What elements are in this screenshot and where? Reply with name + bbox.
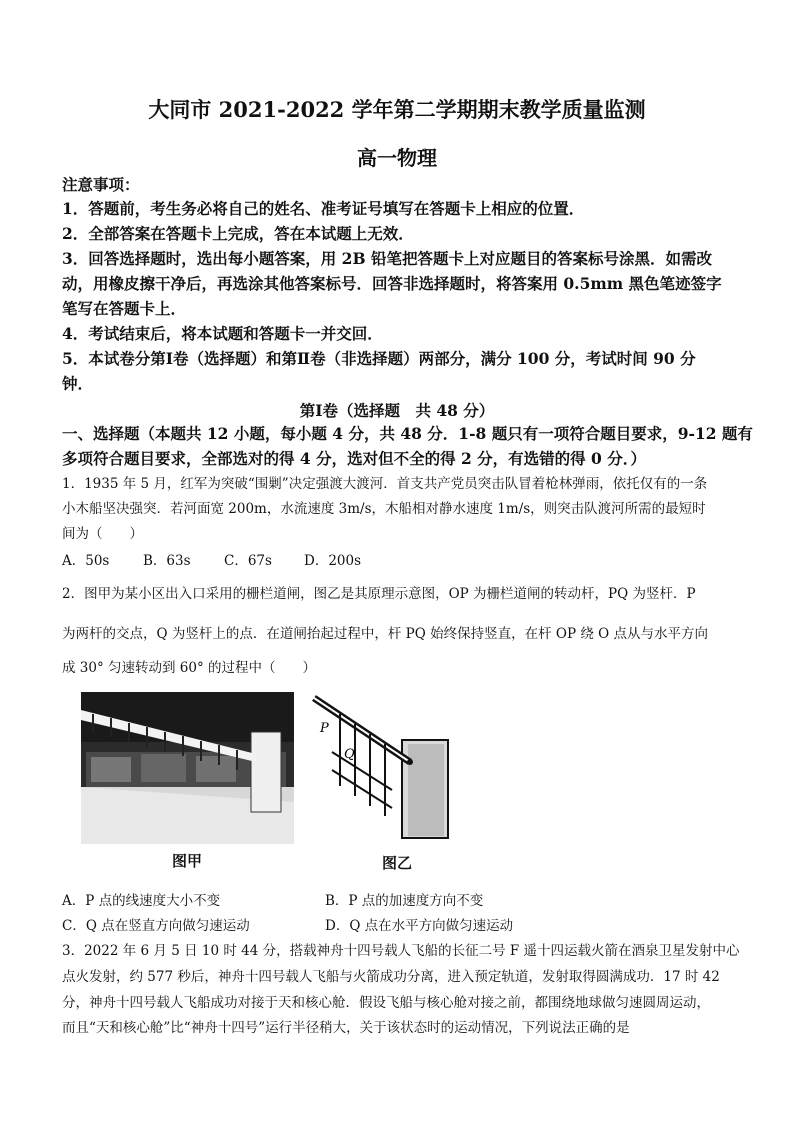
question-2-text: 为两杆的交点，Q 为竖杆上的点．在道闸抬起过程中，杆 PQ 始终保持竖直，在杆 OP 绕 O 点从与水平方向 xyxy=(62,626,708,642)
question-2-text: 成 30° 匀速转动到 60° 的过程中（ ） xyxy=(62,660,317,676)
notice-line: 4．考试结束后，将本试题和答题卡一并交回． xyxy=(62,324,383,343)
question-1-text: 1．1935 年 5 月，红军为突破“围剿”决定强渡大渡河．首支共产党员突击队冒着枪林弹雨，依托仅有的一条 xyxy=(62,476,708,492)
notice-line: 5．本试卷分第Ⅰ卷（选择题）和第Ⅱ卷（非选择题）两部分，满分 100 分，考试时间 90 分 xyxy=(62,349,696,368)
question-1-text: 小木船坚决强突．若河面宽 200m，水流速度 3m/s，木船相对静水速度 1m/s，则突击队渡河所需的最短时 xyxy=(62,501,706,517)
notice-heading: 注意事项： xyxy=(62,175,140,194)
barrier-schematic-diagram xyxy=(310,690,460,850)
notice-line: 钟． xyxy=(62,374,94,393)
notice-line: 2．全部答案在答题卡上完成，答在本试题上无效． xyxy=(62,224,414,243)
notice-line: 笔写在答题卡上． xyxy=(62,299,187,318)
page-title: 大同市 2021-2022 学年第二学期期末教学质量监测 xyxy=(148,97,646,122)
question-3-text: 分，神舟十四号载人飞船成功对接于天和核心舱．假设飞船与核心舱对接之前，都围绕地球做匀速圆周运动， xyxy=(62,995,710,1011)
question-2-option-a: A．P 点的线速度大小不变 xyxy=(62,893,221,909)
question-1-option-c: C．67s xyxy=(224,553,272,569)
notice-line: 1．答题前，考生务必将自己的姓名、准考证号填写在答题卡上相应的位置． xyxy=(62,199,585,218)
question-2-option-b: B．P 点的加速度方向不变 xyxy=(325,893,484,909)
figure-right-caption: 图乙 xyxy=(382,854,413,872)
figure-left-caption: 图甲 xyxy=(172,852,203,870)
notice-line: 3．回答选择题时，选出每小题答案，用 2B 铅笔把答题卡上对应题目的答案标号涂黑．如需改 xyxy=(62,249,712,268)
section-instructions: 一、选择题（本题共 12 小题，每小题 4 分，共 48 分．1-8 题只有一项符合题目要求，9-12 题有 xyxy=(62,424,753,443)
point-p-label: P xyxy=(320,721,329,736)
notice-line: 动，用橡皮擦干净后，再选涂其他答案标号．回答非选择题时，将答案用 0.5mm 黑色笔迹签字 xyxy=(62,274,722,293)
question-1-option-a: A．50s xyxy=(62,553,110,569)
question-1-text: 间为（ ） xyxy=(62,526,143,542)
question-1-option-b: B．63s xyxy=(143,553,191,569)
question-3-text: 点火发射，约 577 秒后，神舟十四号载人飞船与火箭成功分离，进入预定轨道，发射取得圆满成功．17 时 42 xyxy=(62,969,720,985)
question-3-text: 而且“天和核心舱”比“神舟十四号”运行半径稍大，关于该状态时的运动情况，下列说法正确的是 xyxy=(62,1020,630,1036)
section-instructions: 多项符合题目要求，全部选对的得 4 分，选对但不全的得 2 分，有选错的得 0 分．） xyxy=(62,449,646,468)
question-2-option-c: C．Q 点在竖直方向做匀速运动 xyxy=(62,918,250,934)
question-1-option-d: D．200s xyxy=(304,553,362,569)
question-2-option-d: D．Q 点在水平方向做匀速运动 xyxy=(325,918,514,934)
question-3-text: 3．2022 年 6 月 5 日 10 时 44 分，搭载神舟十四号载人飞船的长征二号 F 遥十四运载火箭在酒泉卫星发射中心 xyxy=(62,943,740,959)
question-2-text: 2．图甲为某小区出入口采用的栅栏道闸，图乙是其原理示意图，OP 为栅栏道闸的转动杆，PQ 为竖杆．P xyxy=(62,586,696,602)
barrier-gate-photo xyxy=(81,692,294,844)
page-subtitle: 高一物理 xyxy=(357,146,437,170)
point-q-label: Q xyxy=(344,747,355,762)
section-title: 第Ⅰ卷（选择题 共 48 分） xyxy=(299,401,495,420)
